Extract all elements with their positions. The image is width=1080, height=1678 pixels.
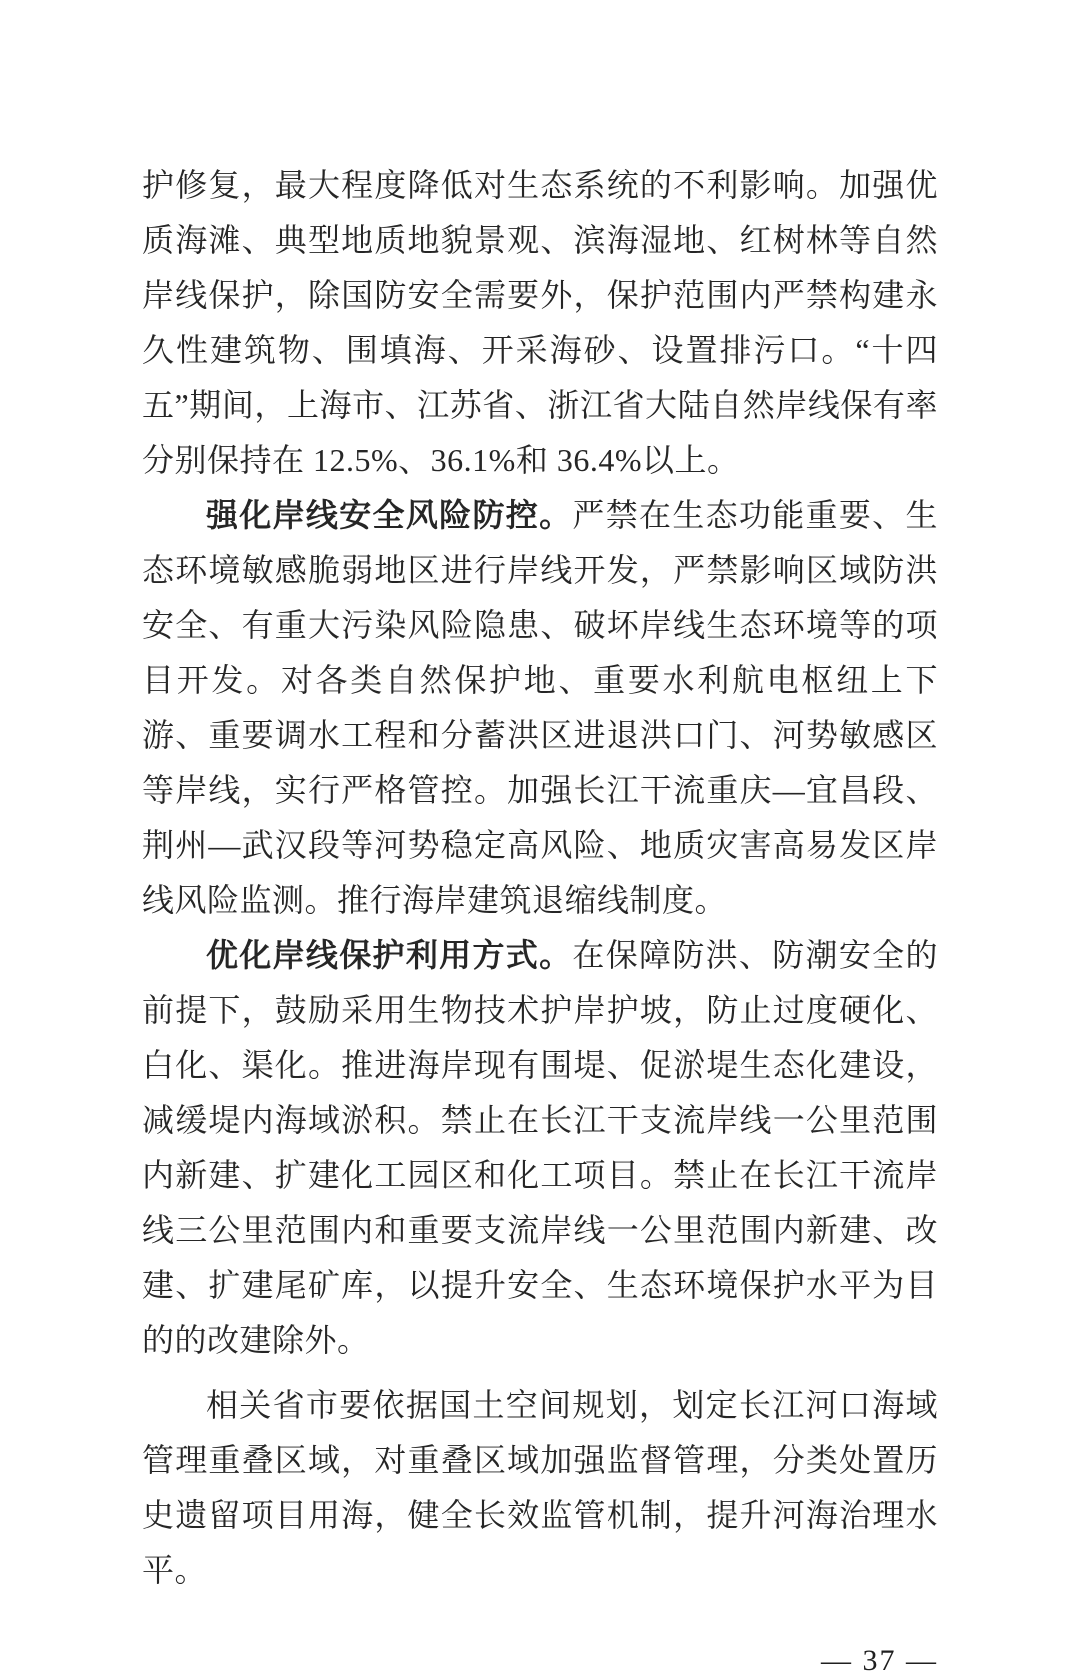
paragraph-lead: 强化岸线安全风险防控。 <box>206 497 573 533</box>
paragraph <box>142 1378 938 1598</box>
paragraph <box>142 158 938 488</box>
page-footer <box>142 1644 938 1678</box>
paragraph-text: 护修复，最大程度降低对生态系统的不利影响。加强优质海滩、典型地质地貌景观、滨海湿地、红树林等自然岸线保护，除国防安全需要外，保护范围内严禁构建永久性建筑物、围填海、开采海砂、设置排污口。“十四五”期间，上海市、江苏省、浙江省大陆自然岸线保有率分别保持在 12.5%、36.1%和 36.4%以上。 <box>142 167 938 478</box>
paragraph-text: 相关省市要依据国土空间规划，划定长江河口海域管理重叠区域，对重叠区域加强监督管理，分类处置历史遗留项目用海，健全长效监管机制，提升河海治理水平。 <box>142 1387 938 1588</box>
paragraph-text: 严禁在生态功能重要、生态环境敏感脆弱地区进行岸线开发，严禁影响区域防洪安全、有重大污染风险隐患、破坏岸线生态环境等的项目开发。对各类自然保护地、重要水利航电枢纽上下游、重要调水工程和分蓄洪区进退洪口门、河势敏感区等岸线，实行严格管控。加强长江干流重庆—宜昌段、荆州—武汉段等河势稳定高风险、地质灾害高易发区岸线风险监测。推行海岸建筑退缩线制度。 <box>142 497 938 918</box>
page-number: — 37 — <box>821 1644 938 1677</box>
paragraph-text: 在保障防洪、防潮安全的前提下，鼓励采用生物技术护岸护坡，防止过度硬化、白化、渠化。推进海岸现有围堤、促淤堤生态化建设，减缓堤内海域淤积。禁止在长江干支流岸线一公里范围内新建、扩建化工园区和化工项目。禁止在长江干流岸线三公里范围内和重要支流岸线一公里范围内新建、改建、扩建尾矿库，以提升安全、生态环境保护水平为目的的改建除外。 <box>142 937 938 1358</box>
paragraph <box>142 928 938 1368</box>
document-body <box>142 158 938 1598</box>
paragraph <box>142 488 938 928</box>
paragraph-lead: 优化岸线保护利用方式。 <box>206 937 573 973</box>
